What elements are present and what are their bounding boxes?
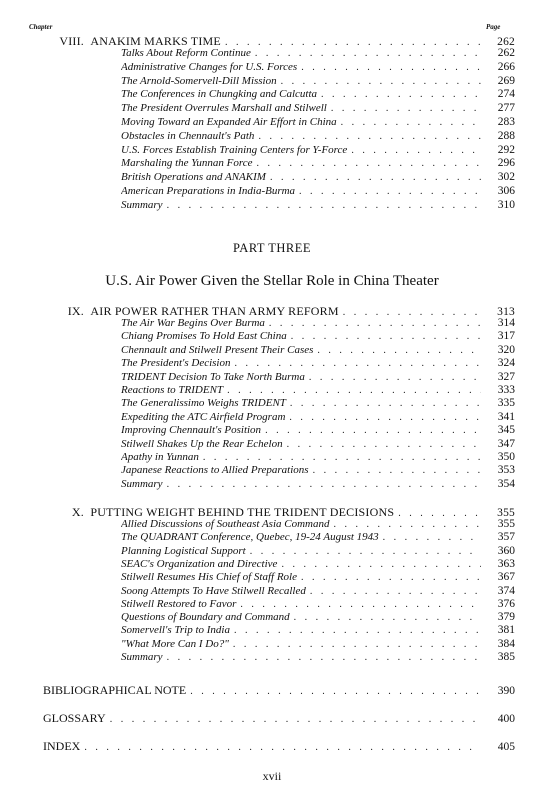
entry-title: Somervell's Trip to India [121, 625, 230, 637]
entry-page: 353 [497, 465, 515, 477]
entry-page: 357 [497, 532, 515, 544]
entry-title: Stilwell Restored to Favor [121, 598, 237, 610]
toc-entry[interactable] [121, 372, 515, 384]
entry-title: British Operations and ANAKIM [121, 172, 266, 184]
entry-page: 262 [497, 48, 515, 59]
toc-entry[interactable] [121, 48, 515, 60]
leader-dots [301, 573, 481, 583]
entry-title: Questions of Boundary and Command [121, 612, 290, 624]
leader-dots [281, 560, 481, 570]
leader-dots [190, 687, 481, 697]
leader-dots [398, 509, 481, 519]
toc-chapter-9[interactable] [57, 305, 515, 319]
entry-page: 296 [497, 158, 515, 170]
entry-page: 355 [497, 519, 515, 530]
entry-page: 310 [497, 199, 515, 211]
leader-dots [167, 480, 481, 490]
toc-chapter-8[interactable] [50, 35, 515, 49]
toc-entry[interactable] [121, 599, 515, 611]
leader-dots [301, 63, 481, 73]
toc-entry[interactable] [121, 200, 515, 212]
toc-entry[interactable] [121, 412, 515, 424]
entry-page: 360 [497, 545, 515, 557]
entry-title: Improving Chennault's Position [121, 425, 262, 437]
leader-dots [270, 173, 481, 183]
leader-dots [287, 440, 481, 450]
entry-title: Summary [121, 199, 163, 211]
entry-title: Reactions to TRIDENT [121, 385, 224, 396]
toc-entry[interactable] [121, 145, 515, 157]
leader-dots [258, 132, 481, 142]
entry-title: "What More Can I Do?" [121, 638, 229, 650]
toc-entry[interactable] [121, 117, 515, 129]
toc-glossary[interactable] [43, 712, 515, 726]
toc-entry[interactable] [121, 479, 515, 491]
entry-page: 314 [497, 318, 515, 329]
toc-entry[interactable] [121, 625, 515, 637]
toc-entry[interactable] [121, 345, 515, 357]
entry-title: U.S. Forces Establish Training Centers for Y-Force [121, 144, 348, 156]
leader-dots [234, 626, 481, 636]
entry-title: Allied Discussions of Southeast Asia Command [121, 519, 330, 530]
entry-page: 324 [497, 358, 515, 370]
leader-dots [313, 466, 481, 476]
leader-dots [84, 743, 481, 753]
entry-page: 341 [497, 411, 515, 423]
entry-page: 384 [497, 638, 515, 650]
leader-dots [255, 49, 481, 59]
leader-dots [341, 118, 481, 128]
entry-page: 266 [497, 61, 515, 73]
leader-dots [289, 413, 481, 423]
entry-page: 374 [497, 585, 515, 597]
chapter-title: ANAKIM MARKS TIME [90, 35, 221, 48]
entry-title: Administrative Changes for U.S. Forces [121, 61, 298, 73]
part-title: U.S. Air Power Given the Stellar Role in China Theater [105, 273, 439, 289]
leader-dots [110, 715, 481, 725]
entry-page: 350 [497, 452, 515, 463]
toc-entry[interactable] [121, 158, 515, 170]
entry-title: Stilwell Shakes Up the Rear Echelon [121, 438, 283, 450]
leader-dots [225, 38, 481, 48]
leader-dots [294, 613, 481, 623]
toc-entry[interactable] [121, 425, 515, 437]
leader-dots [331, 104, 481, 114]
entry-page: 327 [497, 371, 515, 383]
toc-entry[interactable] [121, 186, 515, 198]
toc-bibliographical-note[interactable] [43, 684, 515, 698]
entry-title: Obstacles in Chennault's Path [121, 130, 255, 142]
entry-page: 345 [497, 425, 515, 437]
toc-entry[interactable] [121, 519, 515, 531]
toc-entry[interactable] [121, 172, 515, 184]
chapter-page: 262 [497, 36, 515, 48]
entry-title: Apathy in Yunnan [121, 452, 199, 463]
toc-entry[interactable] [121, 103, 515, 115]
entry-page: 385 [497, 652, 515, 663]
page-folio: xvii [262, 769, 282, 783]
entry-page: 381 [497, 625, 515, 637]
chapter-column-header: Chapter [29, 23, 53, 31]
entry-page: 367 [497, 572, 515, 584]
leader-dots [291, 332, 481, 342]
toc-entry[interactable] [121, 612, 515, 624]
part-label: PART THREE [233, 241, 311, 255]
entry-page: 292 [497, 144, 515, 156]
entry-title: Soong Attempts To Have Stilwell Recalled [121, 585, 306, 597]
entry-title: Japanese Reactions to Allied Preparations [121, 465, 309, 477]
leader-dots [167, 201, 481, 211]
leader-dots [227, 386, 481, 396]
entry-title: Planning Logistical Support [121, 545, 246, 557]
toc-entry[interactable] [121, 532, 515, 544]
leader-dots [317, 346, 481, 356]
toc-entry[interactable] [121, 358, 515, 370]
toc-entry[interactable] [121, 639, 515, 651]
entry-title: Talks About Reform Continue [121, 48, 251, 59]
chapter-title: AIR POWER RATHER THAN ARMY REFORM [90, 305, 339, 318]
entry-page: 306 [497, 186, 515, 197]
toc-entry[interactable] [121, 331, 515, 343]
entry-page: 277 [497, 103, 515, 115]
toc-entry[interactable] [121, 546, 515, 558]
leader-dots [203, 453, 481, 463]
leader-dots [257, 159, 482, 169]
entry-title: American Preparations in India-Burma [121, 186, 296, 197]
leader-dots [321, 90, 481, 100]
chapter-number: VIII. [59, 35, 84, 48]
leader-dots [310, 587, 481, 597]
entry-title: Summary [121, 478, 163, 490]
entry-title: Summary [121, 652, 163, 663]
leader-dots [250, 547, 481, 557]
entry-page: 317 [497, 331, 515, 343]
entry-page: 269 [497, 75, 515, 87]
back-matter-title: BIBLIOGRAPHICAL NOTE [43, 684, 187, 697]
toc-entry[interactable] [121, 586, 515, 598]
toc-chapter-10[interactable] [64, 506, 515, 520]
entry-page: 274 [497, 89, 515, 101]
entry-title: Chiang Promises To Hold East China [121, 331, 287, 343]
entry-page: 288 [497, 130, 515, 142]
entry-page: 320 [497, 344, 515, 356]
entry-page: 335 [497, 398, 515, 410]
toc-entry[interactable] [121, 62, 515, 74]
page-column-header: Page [486, 23, 501, 31]
chapter-page: 355 [497, 507, 515, 519]
entry-title: TRIDENT Decision To Take North Burma [121, 371, 305, 383]
entry-title: Moving Toward an Expanded Air Effort in China [121, 117, 337, 128]
toc-entry[interactable] [121, 76, 515, 88]
entry-page: 283 [497, 117, 515, 128]
leader-dots [234, 359, 481, 369]
entry-title: The Arnold-Somervell-Dill Mission [121, 75, 277, 87]
chapter-page: 313 [497, 306, 515, 318]
toc-entry[interactable] [121, 385, 515, 397]
entry-title: Stilwell Resumes His Chief of Staff Role [121, 572, 297, 584]
toc-entry[interactable] [121, 439, 515, 451]
back-matter-page: 390 [497, 685, 515, 697]
entry-title: The QUADRANT Conference, Quebec, 19-24 August 1943 [121, 532, 379, 544]
toc-entry[interactable] [121, 318, 515, 330]
entry-title: Expediting the ATC Airfield Program [121, 411, 286, 423]
toc-entry[interactable] [121, 465, 515, 477]
entry-page: 376 [497, 598, 515, 610]
entry-title: Marshaling the Yunnan Force [121, 158, 253, 170]
back-matter-title: GLOSSARY [43, 712, 106, 725]
leader-dots [351, 146, 481, 156]
chapter-number: IX. [67, 305, 84, 318]
entry-page: 347 [497, 438, 515, 450]
entry-title: Chennault and Stilwell Present Their Cases [121, 344, 314, 356]
entry-title: SEAC's Organization and Directive [121, 558, 278, 570]
toc-entry[interactable] [121, 452, 515, 464]
toc-entry[interactable] [121, 572, 515, 584]
back-matter-page: 400 [497, 713, 515, 725]
leader-dots [281, 77, 481, 87]
entry-title: The Conferences in Chungking and Calcutta [121, 89, 318, 101]
toc-entry[interactable] [121, 89, 515, 101]
entry-page: 379 [497, 612, 515, 624]
leader-dots [240, 600, 481, 610]
back-matter-title: INDEX [43, 740, 81, 753]
leader-dots [233, 640, 481, 650]
entry-page: 333 [497, 385, 515, 396]
leader-dots [299, 187, 481, 197]
toc-entry[interactable] [121, 652, 515, 664]
leader-dots [167, 653, 481, 663]
leader-dots [265, 426, 481, 436]
leader-dots [383, 533, 481, 543]
toc-entry[interactable] [121, 131, 515, 143]
entry-title: The President Overrules Marshall and Stilwell [121, 103, 327, 115]
entry-page: 354 [497, 478, 515, 490]
leader-dots [290, 399, 481, 409]
toc-index[interactable] [43, 740, 515, 754]
chapter-number: X. [71, 506, 84, 519]
entry-page: 302 [497, 172, 515, 184]
chapter-title: PUTTING WEIGHT BEHIND THE TRIDENT DECISIONS [90, 506, 395, 519]
leader-dots [269, 319, 481, 329]
entry-page: 363 [497, 558, 515, 570]
toc-entry[interactable] [121, 398, 515, 410]
toc-entry[interactable] [121, 559, 515, 571]
entry-title: The Air War Begins Over Burma [121, 318, 265, 329]
leader-dots [309, 373, 481, 383]
entry-title: The Generalissimo Weighs TRIDENT [121, 398, 286, 410]
entry-title: The President's Decision [121, 358, 231, 370]
leader-dots [334, 520, 482, 530]
leader-dots [343, 308, 481, 318]
back-matter-page: 405 [497, 741, 515, 753]
